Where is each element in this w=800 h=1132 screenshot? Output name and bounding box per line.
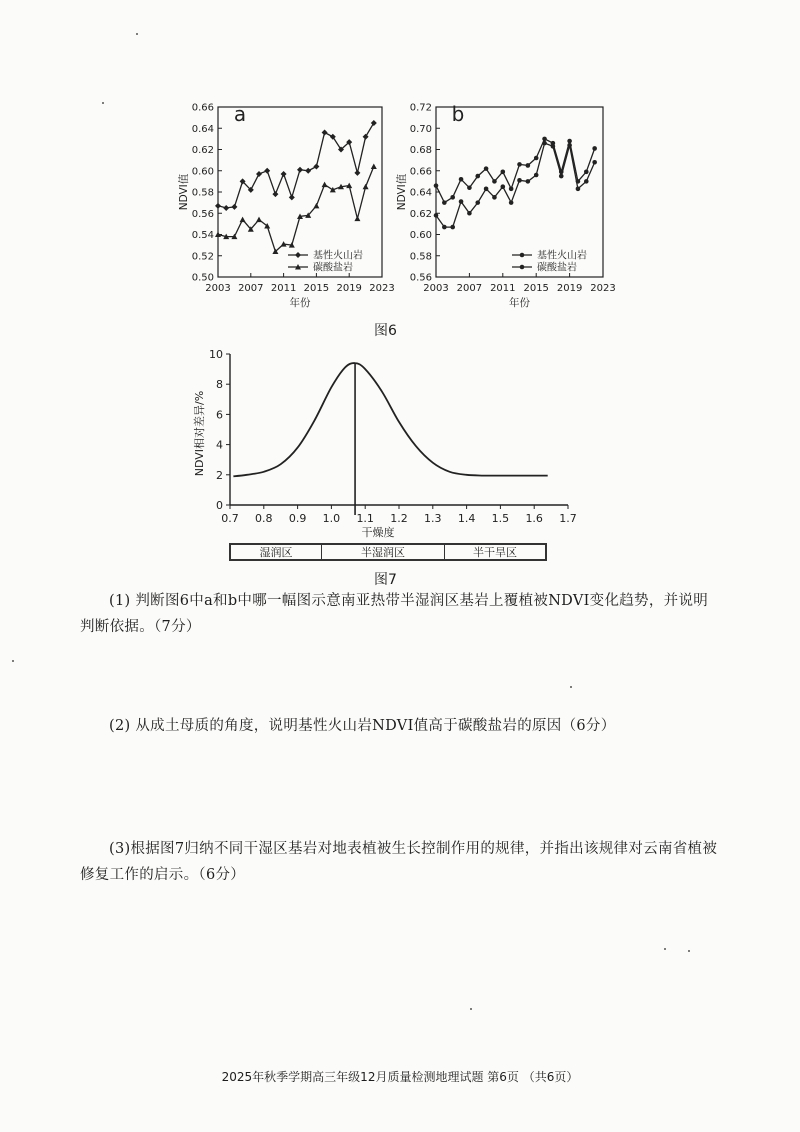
data-point bbox=[492, 179, 497, 184]
y-tick-label: 6 bbox=[216, 408, 223, 422]
y-tick-label: 0.56 bbox=[409, 272, 432, 284]
data-point bbox=[542, 137, 547, 142]
y-tick-label: 4 bbox=[216, 438, 223, 452]
x-tick-label: 0.7 bbox=[221, 512, 239, 525]
y-tick-label: 0.56 bbox=[191, 208, 214, 220]
figure7-chart bbox=[180, 340, 600, 545]
x-tick-label: 1.1 bbox=[356, 512, 374, 525]
data-point bbox=[305, 168, 311, 174]
y-axis-title: NDVI值 bbox=[178, 173, 190, 211]
data-point bbox=[354, 216, 360, 222]
data-point bbox=[272, 191, 278, 197]
data-point bbox=[475, 200, 480, 205]
zone-semi-arid: 半干旱区 bbox=[473, 546, 517, 559]
data-point bbox=[313, 203, 319, 209]
data-point bbox=[484, 187, 489, 192]
figure6-caption: 图6 bbox=[374, 323, 397, 339]
x-tick-label: 1.4 bbox=[457, 512, 476, 525]
data-point bbox=[592, 146, 597, 151]
data-point bbox=[517, 162, 522, 167]
data-point bbox=[475, 174, 480, 179]
series-line bbox=[218, 167, 374, 252]
x-tick-label: 1.5 bbox=[491, 512, 510, 525]
x-tick-label: 1.2 bbox=[390, 512, 408, 525]
x-tick-label: 2011 bbox=[270, 283, 297, 294]
zone-humid: 湿润区 bbox=[231, 545, 322, 559]
data-point bbox=[520, 253, 525, 258]
y-tick-label: 8 bbox=[216, 378, 223, 392]
y-tick-label: 0.64 bbox=[409, 187, 432, 199]
data-point bbox=[371, 120, 377, 126]
ndvi-difference-curve bbox=[233, 363, 547, 476]
y-tick-label: 0.64 bbox=[191, 123, 214, 135]
data-point bbox=[484, 166, 489, 171]
data-point bbox=[281, 171, 287, 177]
data-point bbox=[576, 187, 581, 192]
data-point bbox=[509, 200, 514, 205]
data-point bbox=[330, 134, 336, 140]
data-point bbox=[297, 167, 303, 173]
data-point bbox=[289, 194, 295, 200]
panel-label: a bbox=[233, 102, 247, 126]
data-point bbox=[322, 130, 328, 136]
x-tick-label: 2003 bbox=[205, 283, 231, 294]
data-point bbox=[223, 205, 229, 211]
data-point bbox=[256, 217, 262, 223]
x-tick-label: 2023 bbox=[369, 283, 395, 294]
data-point bbox=[492, 195, 497, 200]
data-point bbox=[501, 170, 506, 175]
panel-label: b bbox=[451, 102, 465, 126]
x-tick-label: 1.0 bbox=[322, 512, 341, 525]
scan-speck bbox=[12, 660, 14, 662]
data-point bbox=[551, 144, 556, 149]
data-point bbox=[517, 178, 522, 183]
question-1: (1) 判断图6中a和b中哪一幅图示意南亚热带半湿润区基岩上覆植被NDVI变化趋势，并说明判断依据。（7分） bbox=[80, 593, 709, 635]
aridity-zone-table bbox=[229, 543, 547, 561]
x-tick-label: 2019 bbox=[556, 283, 583, 294]
data-point bbox=[215, 203, 221, 209]
y-axis-title: NDVI相对差异/% bbox=[193, 390, 206, 477]
x-tick-label: 0.8 bbox=[255, 512, 273, 525]
scan-speck bbox=[570, 686, 572, 688]
data-point bbox=[584, 179, 589, 184]
series-line bbox=[436, 143, 595, 227]
data-point bbox=[467, 185, 472, 190]
x-tick-label: 1.3 bbox=[424, 512, 442, 525]
x-tick-label: 2015 bbox=[523, 283, 549, 294]
data-point bbox=[501, 184, 506, 189]
data-point bbox=[526, 163, 531, 168]
y-tick-label: 0.66 bbox=[409, 166, 432, 178]
y-tick-label: 10 bbox=[209, 348, 223, 361]
question-2: (2) 从成土母质的角度，说明基性火山岩NDVI值高于碳酸盐岩的原因（6分） bbox=[109, 718, 616, 734]
x-axis-title: 年份 bbox=[509, 297, 530, 309]
scan-speck bbox=[664, 948, 666, 950]
data-point bbox=[450, 195, 455, 200]
y-tick-label: 0.60 bbox=[191, 166, 214, 178]
data-point bbox=[313, 164, 319, 170]
y-tick-label: 0.52 bbox=[191, 251, 214, 263]
x-tick-label: 2003 bbox=[423, 283, 449, 294]
page-footer: 2025年秋季学期高三年级12月质量检测地理试题 第6页 （共6页） bbox=[221, 1070, 579, 1084]
y-tick-label: 0.62 bbox=[191, 145, 214, 156]
data-point bbox=[520, 265, 525, 270]
data-point bbox=[363, 184, 369, 190]
x-tick-label: 2011 bbox=[490, 283, 516, 294]
y-tick-label: 0.66 bbox=[191, 102, 214, 114]
y-tick-label: 0.58 bbox=[409, 251, 432, 263]
legend-label: 基性火山岩 bbox=[313, 250, 363, 262]
data-point bbox=[459, 199, 464, 204]
scan-speck bbox=[470, 1008, 472, 1010]
scan-speck bbox=[102, 102, 104, 104]
y-tick-label: 0 bbox=[216, 499, 223, 512]
x-tick-label: 2015 bbox=[303, 283, 330, 294]
data-point bbox=[434, 183, 439, 188]
y-tick-label: 0.72 bbox=[409, 102, 432, 114]
figure7-caption: 图7 bbox=[374, 572, 397, 588]
data-point bbox=[542, 141, 547, 146]
x-axis-title: 干燥度 bbox=[361, 526, 395, 539]
y-tick-label: 0.68 bbox=[409, 145, 432, 156]
data-point bbox=[509, 187, 514, 192]
legend-label: 基性火山岩 bbox=[537, 250, 587, 262]
data-point bbox=[559, 174, 564, 179]
x-tick-label: 1.6 bbox=[525, 512, 543, 525]
data-point bbox=[459, 177, 464, 182]
data-point bbox=[354, 170, 360, 176]
y-axis-title: NDVI值 bbox=[396, 173, 408, 211]
figure6-chart-b bbox=[385, 95, 625, 320]
x-tick-label: 2007 bbox=[238, 283, 264, 294]
data-point bbox=[534, 173, 539, 178]
question-3: (3)根据图7归纳不同干湿区基岩对地表植被生长控制作用的规律，并指出该规律对云南省植被修复工作的启示。（6分） bbox=[80, 841, 718, 883]
data-point bbox=[592, 160, 597, 165]
x-tick-label: 2023 bbox=[590, 283, 616, 294]
x-tick-label: 1.7 bbox=[559, 512, 577, 525]
figure6-chart-a bbox=[170, 95, 400, 320]
data-point bbox=[567, 143, 572, 148]
y-tick-label: 0.62 bbox=[409, 208, 432, 220]
y-tick-label: 0.54 bbox=[191, 230, 214, 241]
data-point bbox=[240, 217, 246, 223]
series-line bbox=[218, 123, 374, 208]
data-point bbox=[295, 252, 301, 258]
y-tick-label: 0.60 bbox=[409, 230, 432, 241]
legend-label: 碳酸盐岩 bbox=[313, 262, 353, 274]
data-point bbox=[363, 134, 369, 140]
data-point bbox=[231, 204, 237, 210]
data-point bbox=[450, 225, 455, 230]
scan-speck bbox=[688, 950, 690, 952]
data-point bbox=[567, 139, 572, 144]
legend-label: 碳酸盐岩 bbox=[537, 262, 577, 274]
data-point bbox=[584, 170, 589, 175]
data-point bbox=[442, 200, 447, 205]
data-point bbox=[322, 182, 328, 188]
y-tick-label: 0.70 bbox=[409, 123, 432, 135]
data-point bbox=[256, 171, 262, 177]
y-tick-label: 2 bbox=[216, 468, 223, 482]
x-axis-title: 年份 bbox=[289, 297, 311, 309]
data-point bbox=[467, 211, 472, 216]
x-tick-label: 2019 bbox=[336, 283, 362, 294]
x-tick-label: 0.9 bbox=[288, 512, 307, 525]
zone-semi-humid: 半湿润区 bbox=[322, 545, 445, 559]
data-point bbox=[371, 164, 377, 170]
data-point bbox=[264, 168, 270, 174]
data-point bbox=[434, 213, 439, 218]
x-tick-label: 2007 bbox=[456, 283, 483, 294]
scan-speck bbox=[136, 33, 138, 35]
y-tick-label: 0.50 bbox=[191, 272, 214, 284]
data-point bbox=[442, 225, 447, 230]
y-tick-label: 0.58 bbox=[191, 187, 214, 199]
data-point bbox=[534, 156, 539, 161]
data-point bbox=[526, 179, 531, 184]
